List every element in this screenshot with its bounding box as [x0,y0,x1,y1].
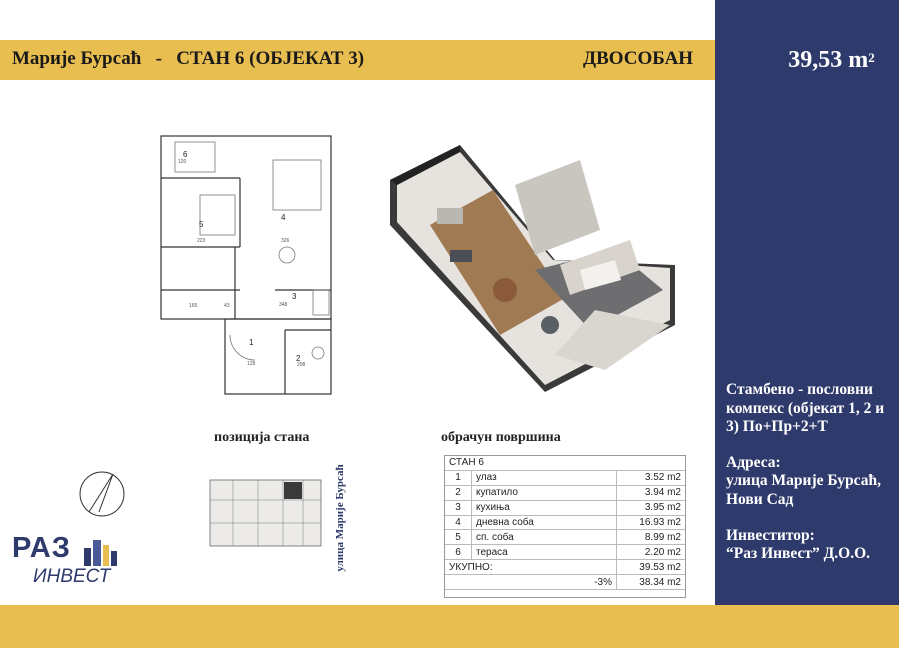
unit-name: СТАН 6 (ОБЈЕКАТ 3) [176,48,365,69]
dimension-label: 128 [247,361,256,367]
dimension-label: 43 [224,303,230,309]
project-description: Стамбено - пословни компекс (објекат 1, 2 и 3) По+Пр+2+Т [726,381,885,436]
north-arrow-icon [77,468,127,520]
total-area-badge [778,34,885,86]
investor-label: Инвеститор: [726,526,815,544]
dimension-label: 326 [281,238,290,244]
logo-buildings-icon [82,536,118,566]
room-number-6: 6 [183,150,188,159]
room-number-4: 4 [281,213,286,222]
dimension-label: 223 [197,238,206,244]
table-row: 6 тераса 2.20 m2 [445,545,685,560]
logo-text: РАЗ [12,532,71,564]
apartment-type: ДВОСОБАН [583,48,694,69]
address-block [726,454,896,510]
room-number-2: 2 [296,354,301,363]
table-row: 3 кухиња 3.95 m2 [445,500,685,515]
street-name: Марије Бурсаћ [12,48,142,69]
table-row: 2 купатило 3.94 m2 [445,485,685,500]
floor-plan [155,130,350,400]
apartment-3d-render [385,130,685,400]
footer-bar [0,605,899,648]
address-label: Адреса: [726,453,781,471]
dimension-label: 165 [189,303,198,309]
page-title [12,48,364,70]
address-value: улица Марије Бурсаћ, Нови Сад [726,472,881,508]
area-table-title: СТАН 6 [445,456,685,470]
dimension-label: 120 [178,159,187,165]
room-number-1: 1 [249,338,254,347]
investor-value: “Раз Инвест” Д.О.О. [726,545,871,563]
position-key-plan [208,478,323,548]
room-number-5: 5 [199,220,204,229]
dimension-label: 348 [279,302,288,308]
street-label-vertical: улица Марије Бурсаћ [334,464,346,572]
title-separator: - [155,48,162,69]
area-table [444,455,686,598]
reduction-row: -3% 38.34 m2 [445,575,685,590]
info-panel [726,381,896,581]
room-number-3: 3 [292,292,297,301]
logo-subtext: ИНВЕСТ [33,566,111,587]
area-calc-caption: обрачун површина [441,430,561,445]
area-exponent: 2 [868,50,875,65]
table-row: 4 дневна соба 16.93 m2 [445,515,685,530]
position-caption: позиција стана [214,430,310,445]
dimension-label: 208 [297,362,306,368]
table-row: 5 сп. соба 8.99 m2 [445,530,685,545]
total-row: УКУПНО: 39.53 m2 [445,560,685,575]
area-value: 39,53 m [788,46,869,73]
table-row: 1 улаз 3.52 m2 [445,470,685,485]
investor-block [726,527,896,564]
